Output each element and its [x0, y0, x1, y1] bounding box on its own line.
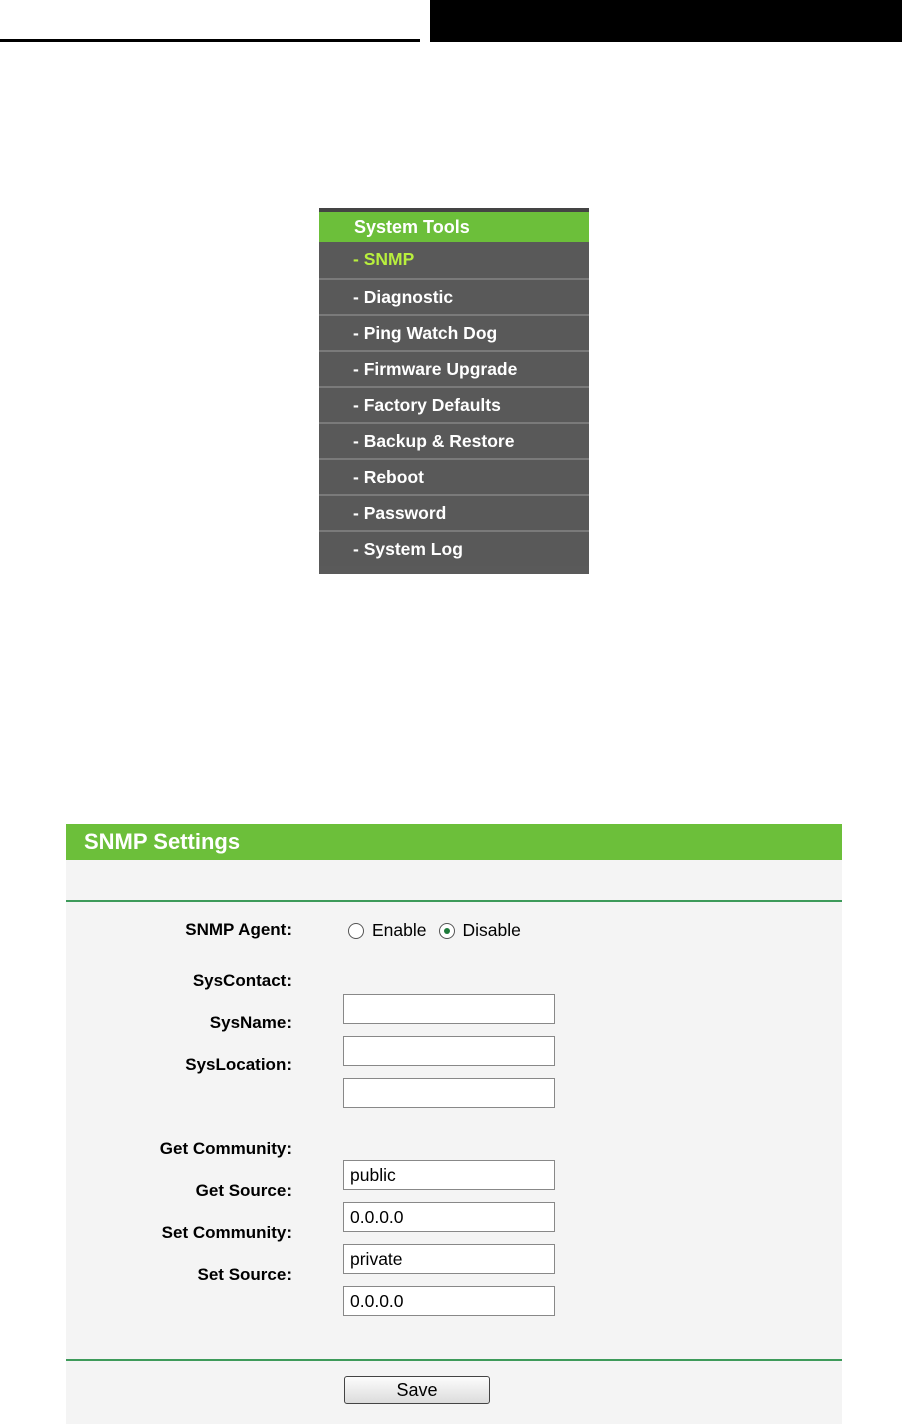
set-community-field[interactable]	[343, 1244, 555, 1274]
sysname-label: SysName:	[209, 1013, 292, 1032]
syscontact-field[interactable]	[343, 994, 555, 1024]
menu-item-password[interactable]: - Password	[319, 494, 589, 530]
disable-radio[interactable]	[439, 923, 455, 939]
get-source-field[interactable]	[343, 1202, 555, 1232]
snmp-agent-label: SNMP Agent:	[185, 920, 292, 939]
menu-item-factory-defaults[interactable]: - Factory Defaults	[319, 386, 589, 422]
panel-title: SNMP Settings	[66, 824, 842, 860]
menu-item-diagnostic[interactable]: - Diagnostic	[319, 278, 589, 314]
snmp-agent-radio-group	[348, 920, 533, 941]
menu-item-firmware-upgrade[interactable]: - Firmware Upgrade	[319, 350, 589, 386]
get-community-field[interactable]	[343, 1160, 555, 1190]
top-divider	[66, 900, 842, 902]
set-community-label: Set Community:	[161, 1223, 292, 1242]
get-source-label: Get Source:	[195, 1181, 292, 1200]
set-source-label: Set Source:	[197, 1265, 292, 1284]
menu-item-reboot[interactable]: - Reboot	[319, 458, 589, 494]
snmp-settings-panel	[66, 824, 842, 1424]
menu-item-backup-restore[interactable]: - Backup & Restore	[319, 422, 589, 458]
syscontact-label: SysContact:	[192, 971, 292, 990]
menu-title[interactable]: System Tools	[319, 212, 589, 242]
disable-radio-label[interactable]: Disable	[462, 920, 521, 940]
menu-item-snmp[interactable]: - SNMP	[319, 242, 589, 278]
bottom-divider	[66, 1359, 842, 1361]
syslocation-label: SysLocation:	[185, 1055, 292, 1074]
system-tools-menu	[319, 208, 589, 574]
menu-item-ping-watch-dog[interactable]: - Ping Watch Dog	[319, 314, 589, 350]
header-block	[430, 0, 902, 42]
enable-radio-label[interactable]: Enable	[372, 920, 427, 940]
syslocation-field[interactable]	[343, 1078, 555, 1108]
menu-item-system-log[interactable]: - System Log	[319, 530, 589, 566]
set-source-field[interactable]	[343, 1286, 555, 1316]
sysname-field[interactable]	[343, 1036, 555, 1066]
save-button[interactable]: Save	[344, 1376, 490, 1404]
enable-radio[interactable]	[348, 923, 364, 939]
header-rule	[0, 39, 420, 42]
get-community-label: Get Community:	[159, 1139, 292, 1158]
